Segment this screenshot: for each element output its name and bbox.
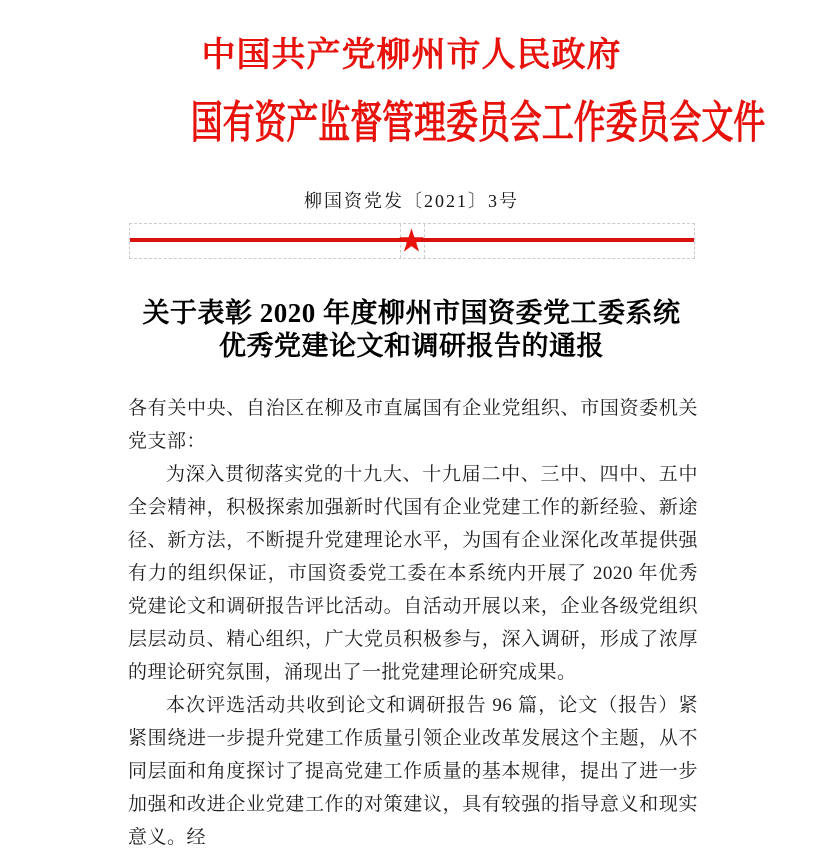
star-icon: ★ xyxy=(397,221,426,260)
document-title-line1: 关于表彰 2020 年度柳州市国资委党工委系统 xyxy=(142,297,681,328)
header-org-line2 xyxy=(100,99,766,148)
body-paragraph: 为深入贯彻落实党的十九大、十九届二中、三中、四中、五中全会精神，积极探索加强新时代国有企业党建工作的新经验、新途径、新方法，不断提升党建理论水平，为国有企业深化改革提供强有力的组织保证，市国资委党工委在本系统内开展了 2020 年优秀党建论文和调研报告评比活动。自活动开展以来，企业各级党组织层层动员、精心组织，广大党员积极参与，深入调研，形成了浓厚的理论研究氛围，涌现出了一批党建理论研究成果。 xyxy=(128,463,698,683)
document-title xyxy=(100,297,723,363)
red-separator xyxy=(129,223,695,259)
header-org-line2-text: 国有资产监督管理委员会工作委员会文件 xyxy=(190,99,766,148)
header-org-line1: 中国共产党柳州市人民政府 xyxy=(201,37,622,74)
doc-number: 柳国资党发〔2021〕3号 xyxy=(304,190,519,211)
document-page xyxy=(100,0,766,848)
salutation: 各有关中央、自治区在柳及市直属国有企业党组织、市国资委机关党支部： xyxy=(128,397,698,452)
body-paragraph: 本次评选活动共收到论文和调研报告 96 篇，论文（报告）紧紧围绕进一步提升党建工作质量引领企业改革发展这个主题，从不同层面和角度探讨了提高党建工作质量的基本规律，提出了进一步加强和改进企业党建工作的对策建议，具有较强的指导意义和现实意义。经 xyxy=(128,694,698,848)
document-title-line2: 优秀党建论文和调研报告的通报 xyxy=(219,330,604,361)
document-body xyxy=(128,392,698,854)
